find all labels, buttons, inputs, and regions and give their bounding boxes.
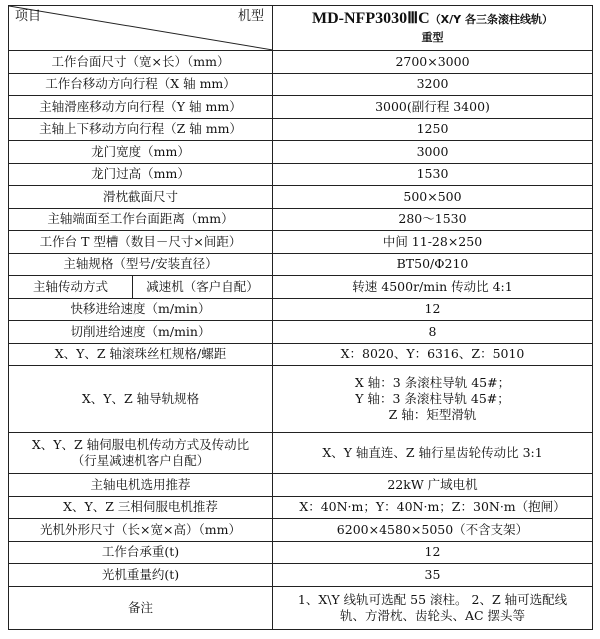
spec-row <box>9 564 593 587</box>
spec-value: 3000(副行程 3400) <box>273 96 593 119</box>
spec-label: 工作台承重(t) <box>9 541 273 564</box>
spec-label: 主轴滑座移动方向行程（Y 轴 mm） <box>9 96 273 119</box>
spec-label: X、Y、Z 三相伺服电机推荐 <box>9 496 273 519</box>
model-name: MD-NFP3030ⅢC <box>312 9 430 27</box>
spec-value: 500×500 <box>273 186 593 209</box>
spec-label: 主轴电机选用推荐 <box>9 474 273 497</box>
spec-row <box>9 541 593 564</box>
spec-value: BT50/Φ210 <box>273 253 593 276</box>
spec-label: 主轴上下移动方向行程（Z 轴 mm） <box>9 118 273 141</box>
spec-value: 3200 <box>273 73 593 96</box>
spec-label: 主轴端面至工作台面距离（mm） <box>9 208 273 231</box>
header-row <box>9 6 593 51</box>
spec-row <box>9 208 593 231</box>
spec-row <box>9 118 593 141</box>
spec-row <box>9 186 593 209</box>
guide-line-z: Z 轴：矩型滑轨 <box>388 407 477 422</box>
spec-value: X：40N·m；Y：40N·m；Z：30N·m（抱闸） <box>273 496 593 519</box>
header-diagonal-cell <box>9 6 273 51</box>
spec-row <box>9 231 593 254</box>
guide-label: X、Y、Z 轴导轨规格 <box>9 366 273 433</box>
drive-label: 主轴传动方式 <box>9 276 133 299</box>
spec-label: 工作台面尺寸（宽×长）（mm） <box>9 51 273 74</box>
spec-value: 8 <box>273 321 593 344</box>
drive-value: 转速 4500r/min 传动比 4:1 <box>273 276 593 299</box>
guide-line-y: Y 轴：3 条滚柱导轨 45#； <box>355 391 510 406</box>
spec-value: 35 <box>273 564 593 587</box>
spec-value: 2700×3000 <box>273 51 593 74</box>
drive-row <box>9 276 593 299</box>
drive-sublabel: 减速机（客户自配） <box>133 276 273 299</box>
spec-table <box>8 5 593 630</box>
spec-row <box>9 96 593 119</box>
model-note: （X/Y 各三条滚柱线轨） <box>429 12 553 26</box>
diagonal-divider <box>9 6 273 50</box>
guide-value <box>273 366 593 433</box>
spec-sheet <box>8 5 592 630</box>
spec-row <box>9 73 593 96</box>
model-header-cell <box>273 6 593 51</box>
servo-label <box>9 433 273 474</box>
spec-row <box>9 343 593 366</box>
servo-value: X、Y 轴直连、Z 轴行星齿轮传动比 3:1 <box>273 433 593 474</box>
spec-value: 12 <box>273 298 593 321</box>
spec-row <box>9 298 593 321</box>
spec-label: 切削进给速度（m/min） <box>9 321 273 344</box>
spec-value: 3000 <box>273 141 593 164</box>
servo-row <box>9 433 593 474</box>
spec-value: X：8020、Y：6316、Z：5010 <box>273 343 593 366</box>
spec-value: 1250 <box>273 118 593 141</box>
spec-row <box>9 163 593 186</box>
spec-row <box>9 474 593 497</box>
spec-label: 主轴规格（型号/安装直径） <box>9 253 273 276</box>
spec-label: 滑枕截面尺寸 <box>9 186 273 209</box>
spec-value: 22kW 广域电机 <box>273 474 593 497</box>
spec-value: 中间 11-28×250 <box>273 231 593 254</box>
header-type-label: 机型 <box>237 9 264 24</box>
spec-value: 6200×4580×5050（不含支架） <box>273 519 593 542</box>
spec-label: 工作台移动方向行程（X 轴 mm） <box>9 73 273 96</box>
remarks-row <box>9 586 593 629</box>
spec-row <box>9 519 593 542</box>
spec-label: 工作台 T 型槽（数目－尺寸×间距） <box>9 231 273 254</box>
spec-value: 12 <box>273 541 593 564</box>
remarks-label: 备注 <box>9 586 273 629</box>
spec-row <box>9 321 593 344</box>
servo-label-line2: （行星减速机客户自配） <box>71 453 210 468</box>
guide-line-x: X 轴：3 条滚柱导轨 45#； <box>354 375 511 390</box>
header-item-label: 项目 <box>15 9 42 24</box>
model-subtitle: 重型 <box>421 30 444 44</box>
spec-label: 龙门宽度（mm） <box>9 141 273 164</box>
spec-row <box>9 51 593 74</box>
remarks-line1: 1、X\Y 线轨可选配 55 滚柱。 2、Z 轴可选配线 <box>297 591 568 607</box>
servo-label-line1: X、Y、Z 轴伺服电机传动方式及传动比 <box>31 437 250 452</box>
remarks-line2: 轨、方滑枕、齿轮头、AC 摆头等 <box>339 607 526 623</box>
spec-row <box>9 253 593 276</box>
spec-label: 快移进给速度（m/min） <box>9 298 273 321</box>
remarks-value <box>273 586 593 629</box>
spec-value: 1530 <box>273 163 593 186</box>
spec-value: 280～1530 <box>273 208 593 231</box>
spec-label: 龙门过高（mm） <box>9 163 273 186</box>
spec-row <box>9 141 593 164</box>
spec-label: 光机外形尺寸（长×宽×高）（mm） <box>9 519 273 542</box>
spec-label: X、Y、Z 轴滚珠丝杠规格/螺距 <box>9 343 273 366</box>
spec-row <box>9 496 593 519</box>
spec-label: 光机重量约(t) <box>9 564 273 587</box>
guide-row <box>9 366 593 433</box>
